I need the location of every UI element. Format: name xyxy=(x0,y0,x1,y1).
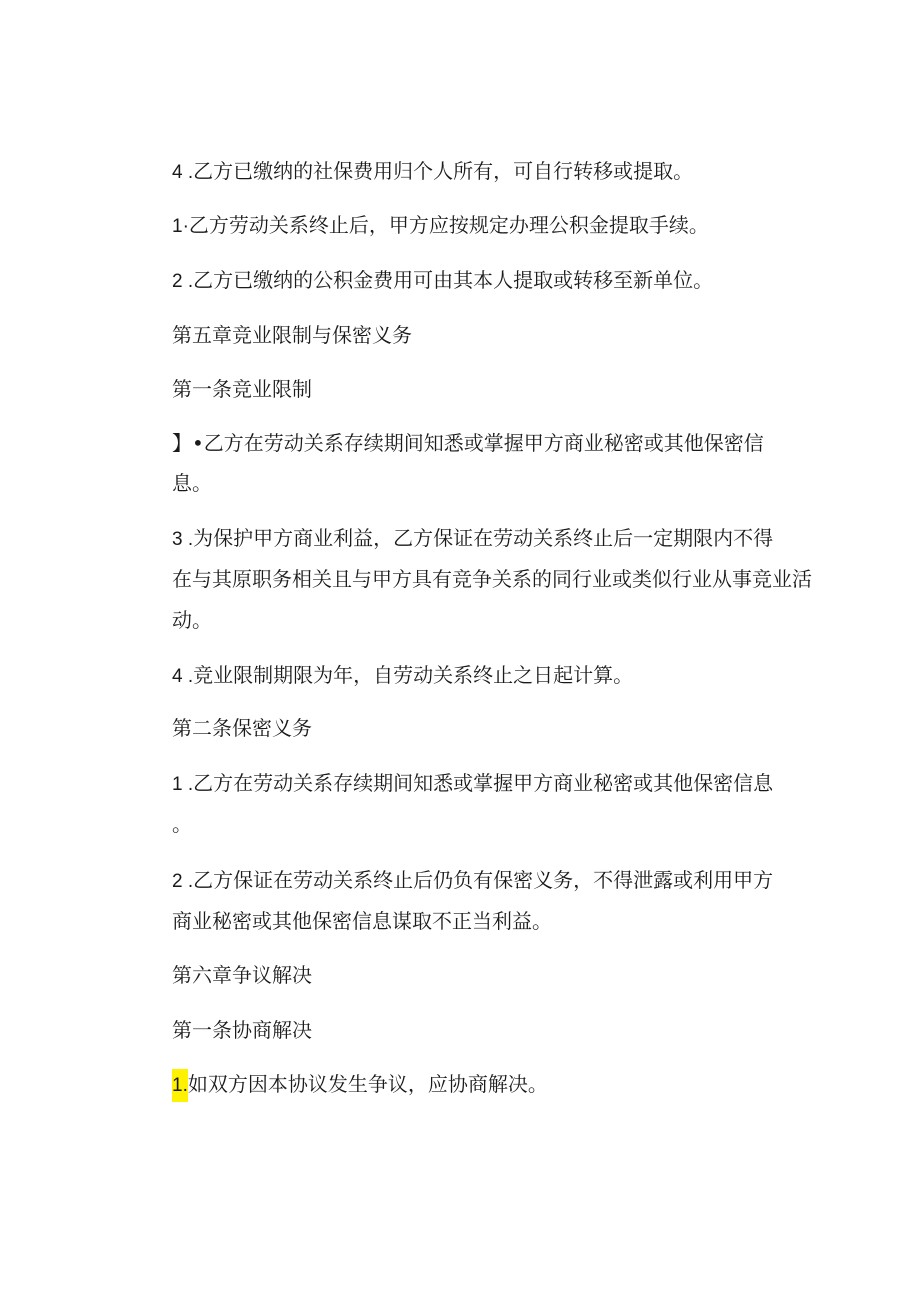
paragraph-text: 乙方保证在劳动关系终止后仍负有保密义务，不得泄露或利用甲方 xyxy=(193,868,774,892)
paragraph xyxy=(172,157,693,187)
paragraph xyxy=(172,1070,548,1100)
chapter-heading: 第五章竞业限制与保密义务 xyxy=(172,323,412,347)
item-number: 4 . xyxy=(172,666,194,687)
paragraph-text: 乙方在劳动关系存续期间知悉或掌握甲方商业秘密或其他保密信息 xyxy=(193,771,774,795)
paragraph-continuation: 。 xyxy=(172,812,192,836)
paragraph xyxy=(172,266,713,296)
article-heading: 第一条竞业限制 xyxy=(172,377,312,401)
paragraph-text: 乙方已缴纳的社保费用归个人所有，可自行转移或提取。 xyxy=(193,159,694,183)
paragraph xyxy=(172,524,773,554)
item-number: 4 . xyxy=(172,162,194,183)
paragraph xyxy=(172,661,633,691)
paragraph xyxy=(172,429,764,457)
item-number: 2 . xyxy=(172,271,194,292)
paragraph-text: 乙方已缴纳的公积金费用可由其本人提取或转移至新单位。 xyxy=(193,268,714,292)
article-heading: 第二条保密义务 xyxy=(172,716,312,740)
item-number: 1 . xyxy=(172,774,194,795)
item-number: 2 . xyxy=(172,871,194,892)
paragraph-continuation: 在与其原职务相关且与甲方具有竞争关系的同行业或类似行业从事竞业活 xyxy=(172,567,812,591)
paragraph-continuation: 商业秘密或其他保密信息谋取不正当利益。 xyxy=(172,909,552,933)
paragraph-text: 为保护甲方商业利益，乙方保证在劳动关系终止后一定期限内不得 xyxy=(193,526,774,550)
paragraph-text: 竞业限制期限为年，自劳动关系终止之日起计算。 xyxy=(193,663,634,687)
paragraph-text: 如双方因本协议发生争议，应协商解决。 xyxy=(187,1072,548,1096)
paragraph xyxy=(172,769,773,799)
paragraph-text: 乙方在劳动关系存续期间知悉或掌握甲方商业秘密或其他保密信 xyxy=(203,431,764,455)
paragraph-continuation: 息。 xyxy=(172,471,212,495)
highlighted-item-number: 1. xyxy=(172,1069,188,1102)
paragraph-text: 乙方劳动关系终止后，甲方应按规定办理公积金提取手续。 xyxy=(188,213,709,237)
article-heading: 第一条协商解决 xyxy=(172,1018,312,1042)
chapter-heading: 第六章争议解决 xyxy=(172,963,312,987)
item-number: 1· xyxy=(172,216,189,237)
paragraph xyxy=(172,866,773,896)
paragraph-continuation: 动。 xyxy=(172,608,212,632)
item-number: 】• xyxy=(172,431,204,455)
paragraph xyxy=(172,211,709,241)
item-number: 3 . xyxy=(172,529,194,550)
